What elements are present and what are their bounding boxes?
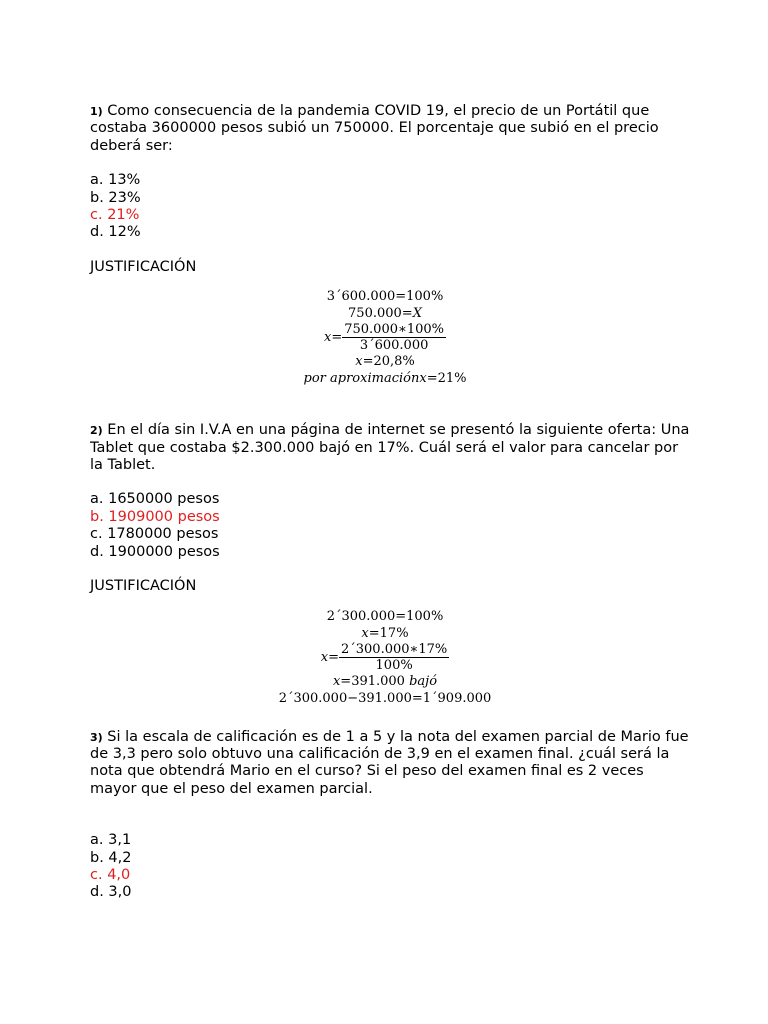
q2-math-line-2-rest: =17% [368, 625, 409, 641]
q2-math-line-1: 2´300.000=100% [326, 608, 444, 624]
question-2-text [90, 422, 690, 474]
q2-math-line-2-var: x [361, 625, 369, 641]
question-1-text [90, 103, 690, 155]
q2-math-line-5: 2´300.000−391.000=1´909.000 [278, 690, 492, 706]
q1-math-line-5 [90, 370, 680, 387]
q1-math-line-2-var: X [412, 306, 422, 322]
question-2-justification-label: JUSTIFICACIÓN [90, 578, 197, 595]
q1-math-line-4-rest: =20,8% [362, 354, 415, 370]
question-1-body: Como consecuencia de la pandemia COVID 19, el precio de un Portátil que costaba 3600000 pesos subió un 750000. El porcentaje que subió en el precio deberá ser: [90, 103, 659, 154]
question-2-option-c: c. 1780000 pesos [90, 526, 219, 543]
q1-math-line-3 [90, 322, 680, 353]
question-3-option-d: d. 3,0 [90, 884, 132, 901]
q1-math-line-1: 3´600.000=100% [326, 289, 444, 305]
question-2-options [90, 491, 690, 561]
question-2-option-a: a. 1650000 pesos [90, 491, 220, 508]
q1-math-line-3-eq: = [331, 330, 343, 346]
q2-math-line-4-rest: =391.000 [340, 673, 405, 689]
q2-math-fraction [339, 642, 449, 673]
question-2-math [90, 608, 680, 707]
q2-math-line-4-word: bajó [409, 673, 438, 689]
question-1-justification-label: JUSTIFICACIÓN [90, 258, 197, 275]
question-1-math [90, 288, 680, 387]
q1-math-fraction-numerator: 750.000∗100% [344, 322, 444, 338]
q1-math-line-4 [90, 353, 680, 370]
question-3-body: Si la escala de calificación es de 1 a 5 y la nota del examen parcial de Mario fue de 3,3 pero solo obtuvo una calificación de 3,9 en el examen final. ¿cuál será la nota que obtendrá Mario en el curso? Si el peso del examen final es 2 veces mayor que el peso del examen parcial. [90, 728, 689, 797]
q1-math-fraction-denominator: 3´600.000 [359, 338, 429, 354]
q2-math-line-2 [90, 625, 680, 642]
question-2-body: En el día sin I.V.A en una página de internet se presentó la siguiente oferta: Una Tablet que costaba $2.300.000 bajó en 17%. Cuál será el valor para cancelar por la Tablet. [90, 422, 690, 474]
question-2-number: 2) [90, 424, 103, 438]
q2-math-line-3-eq: = [328, 649, 339, 665]
q1-math-fraction [342, 322, 446, 353]
q2-math-line-3-var: x [320, 649, 329, 665]
q1-math-line-5-rest: =21% [426, 371, 467, 387]
question-1-option-b: b. 23% [90, 189, 141, 206]
question-1-options [90, 172, 690, 242]
q1-math-line-2-value: 750.000= [348, 306, 413, 322]
question-1-number: 1) [90, 105, 103, 118]
q1-math-line-5-text: por aproximación [303, 371, 420, 387]
q2-math-fraction-numerator: 2´300.000∗17% [340, 641, 448, 657]
question-3-text [90, 729, 690, 799]
q2-math-line-3 [90, 642, 680, 673]
q2-math-fraction-denominator: 100% [375, 657, 413, 673]
document-page [90, 103, 690, 902]
question-3-option-c: c. 4,0 [90, 866, 131, 883]
question-2-option-d: d. 1900000 pesos [90, 543, 220, 560]
question-2-option-b: b. 1909000 pesos [90, 508, 220, 525]
question-1-option-d: d. 12% [90, 224, 141, 241]
question-1-option-c: c. 21% [90, 207, 140, 224]
question-3-number: 3) [90, 730, 103, 744]
question-3-option-a: a. 3,1 [90, 832, 132, 849]
q1-math-line-3-var: x [323, 330, 332, 346]
q1-math-line-5-var: x [419, 371, 427, 387]
q2-math-line-4-var: x [332, 673, 341, 689]
q1-math-line-4-var: x [355, 354, 363, 370]
question-3-options [90, 832, 690, 902]
question-3-option-b: b. 4,2 [90, 849, 132, 866]
question-1-option-a: a. 13% [90, 172, 141, 189]
q1-math-line-2 [90, 305, 680, 322]
q2-math-line-4 [90, 673, 680, 690]
